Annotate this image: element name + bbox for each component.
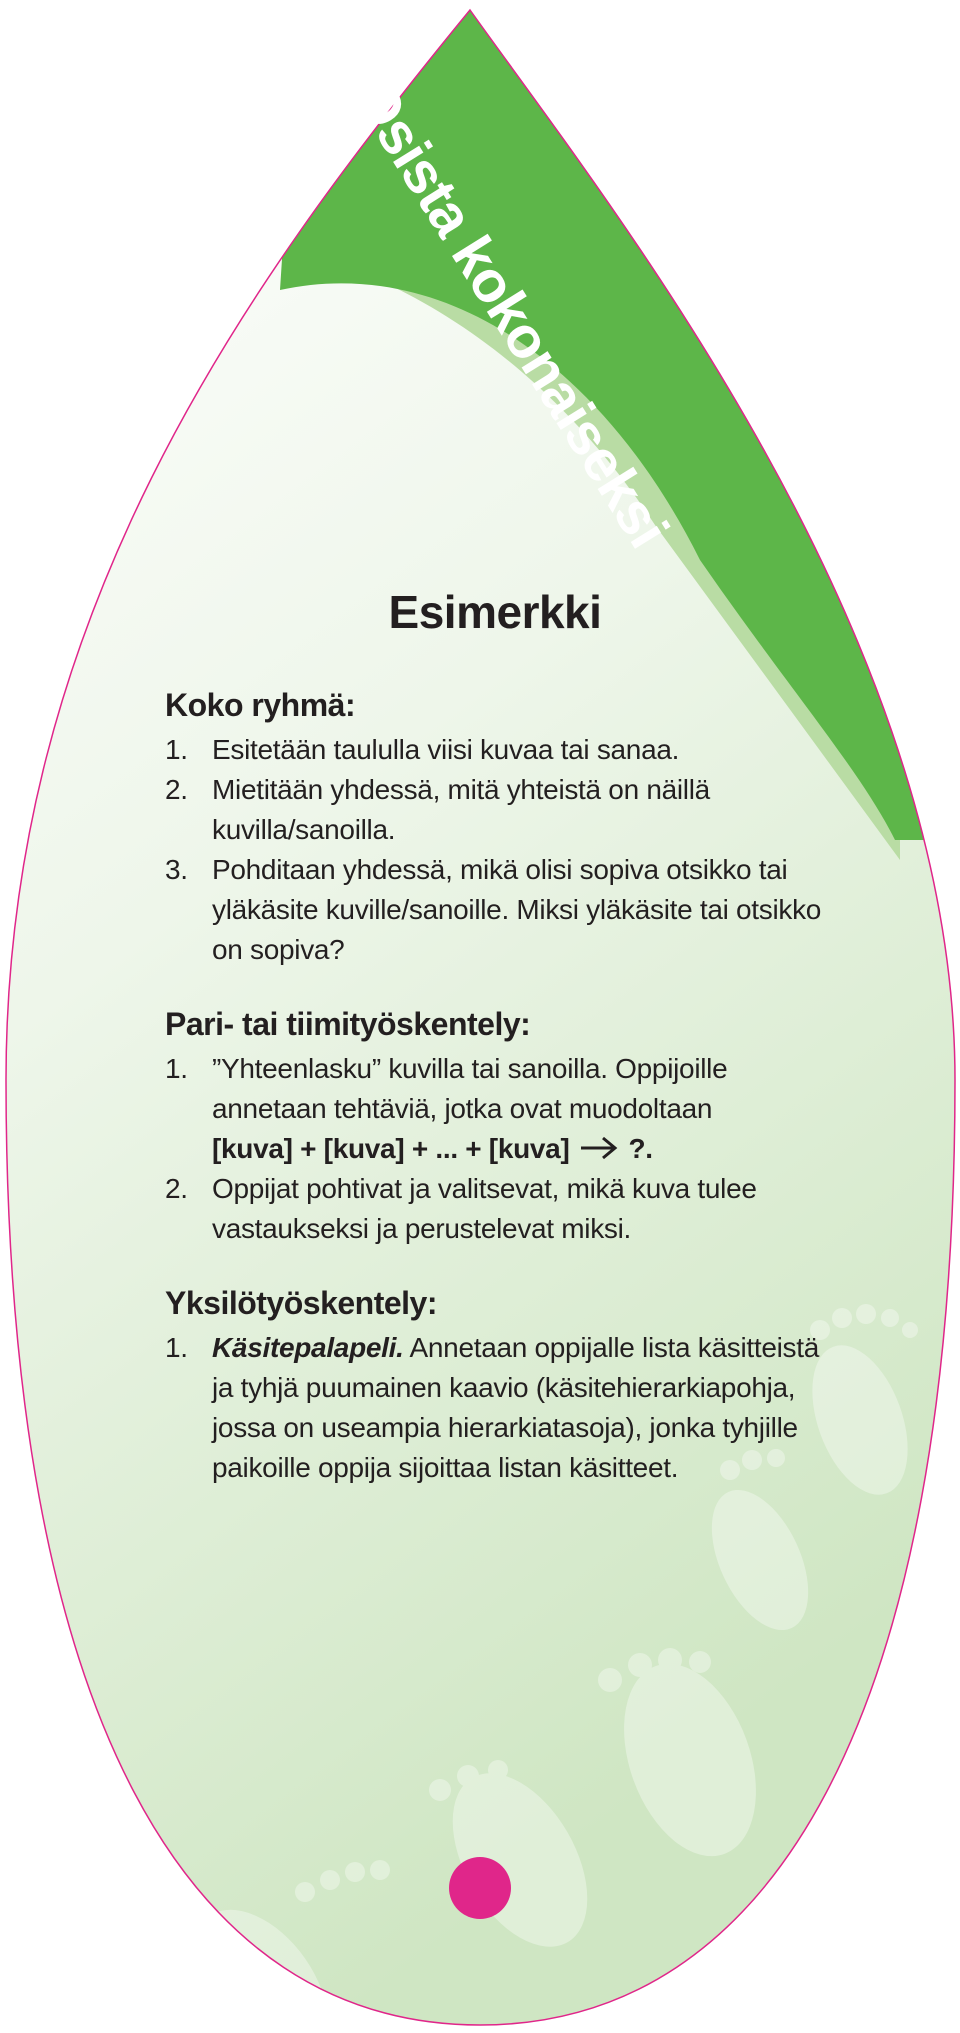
arrow-right-icon (579, 1135, 619, 1161)
list-text: Annetaan oppijalle lista käsitteistä ja tyhjä puumainen kaavio (käsitehierarkiapohja, jossa on useampia hierarkiatasoja), jonka tyhjille paikoille oppija sijoittaa listan käsitteet. (212, 1332, 819, 1483)
list-item (165, 850, 845, 970)
instruction-list (165, 1049, 845, 1249)
section-pair-work (165, 1006, 845, 1249)
section-heading: Pari- tai tiimityöskentely: (165, 1006, 531, 1042)
list-item (165, 1169, 845, 1249)
banner-title: Osista kokonaiseksi (340, 67, 681, 559)
list-number: 1. (165, 1053, 188, 1084)
list-number: 2. (165, 1173, 188, 1204)
list-item (165, 1328, 845, 1488)
list-number: 3. (165, 854, 188, 885)
instruction-list (165, 730, 845, 970)
card-content (165, 585, 845, 1524)
list-text: ”Yhteenlasku” kuvilla tai sanoilla. Oppijoille annetaan tehtäviä, jotka ovat muodoltaan (212, 1053, 728, 1124)
list-lead: Käsitepalapeli. (212, 1332, 404, 1363)
list-text: Oppijat pohtivat ja valitsevat, mikä kuva tulee vastaukseksi ja perustelevat miksi. (212, 1173, 757, 1244)
card-heading: Esimerkki (388, 586, 602, 638)
section-heading: Yksilötyöskentely: (165, 1285, 437, 1321)
list-item (165, 770, 845, 850)
section-heading: Koko ryhmä: (165, 687, 356, 723)
section-whole-group (165, 687, 845, 970)
list-item (165, 730, 845, 770)
list-text: Esitetään taululla viisi kuvaa tai sanaa. (212, 734, 680, 765)
list-text: Mietitään yhdessä, mitä yhteistä on näillä kuvilla/sanoilla. (212, 774, 710, 845)
list-number: 2. (165, 774, 188, 805)
list-text: Pohditaan yhdessä, mikä olisi sopiva otsikko tai yläkäsite kuville/sanoille. Miksi yläkäsite tai otsikko on sopiva? (212, 854, 822, 965)
section-individual-work (165, 1285, 845, 1488)
pink-dot-icon (449, 1857, 511, 1919)
list-item (165, 1049, 845, 1169)
instruction-list (165, 1328, 845, 1488)
list-number: 1. (165, 734, 188, 765)
list-number: 1. (165, 1332, 188, 1363)
formula-end: ?. (628, 1133, 653, 1164)
formula: [kuva] + [kuva] + ... + [kuva] (212, 1133, 570, 1164)
